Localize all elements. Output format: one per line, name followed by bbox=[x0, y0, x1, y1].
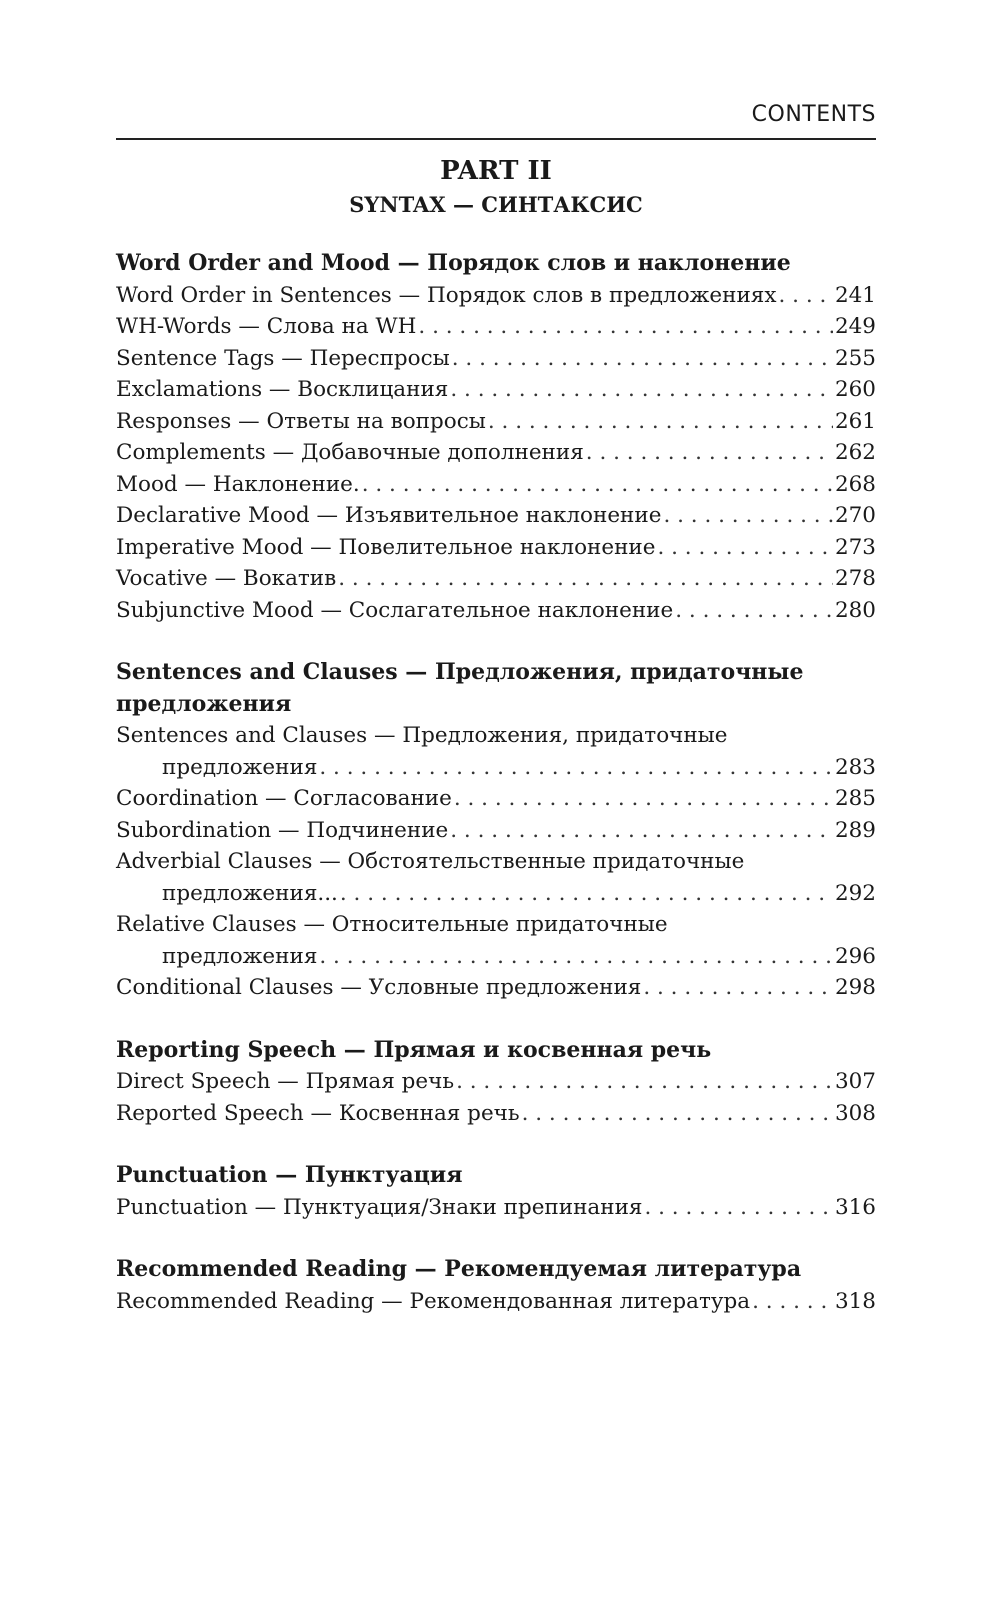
dot-leader bbox=[663, 500, 833, 532]
dot-leader bbox=[362, 469, 833, 501]
toc-section bbox=[116, 1254, 876, 1317]
page-number: 280 bbox=[834, 597, 876, 623]
toc-entry[interactable] bbox=[116, 1066, 876, 1098]
table-of-contents bbox=[116, 248, 876, 1348]
toc-entry[interactable] bbox=[116, 500, 876, 532]
page-number: 249 bbox=[834, 314, 876, 339]
dot-leader bbox=[675, 595, 833, 627]
entry-title: Sentences and Clauses — Предложения, придаточные bbox=[116, 723, 728, 748]
running-head: CONTENTS bbox=[751, 102, 876, 127]
toc-entry[interactable] bbox=[116, 1098, 876, 1130]
toc-section bbox=[116, 657, 876, 1004]
entry-title: Exclamations — Восклицания bbox=[116, 377, 449, 402]
dot-leader bbox=[586, 437, 833, 469]
page-number: 308 bbox=[834, 1100, 876, 1126]
header-rule bbox=[116, 138, 876, 140]
toc-entry[interactable] bbox=[116, 437, 876, 469]
section-title: Reporting Speech — Прямая и косвенная речь bbox=[116, 1036, 712, 1063]
dot-leader bbox=[643, 972, 833, 1004]
toc-entry[interactable] bbox=[116, 720, 876, 783]
section-title: Punctuation — Пунктуация bbox=[116, 1162, 463, 1188]
page-number: 307 bbox=[834, 1069, 876, 1094]
entry-title: Mood — Наклонение. bbox=[116, 471, 360, 497]
toc-entry[interactable] bbox=[116, 563, 876, 595]
toc-section bbox=[116, 1160, 876, 1223]
dot-leader bbox=[319, 941, 833, 973]
dot-leader bbox=[644, 1192, 832, 1224]
dot-leader bbox=[418, 311, 833, 343]
dot-leader bbox=[456, 1066, 833, 1098]
page-number: 298 bbox=[834, 975, 876, 1000]
toc-entry[interactable] bbox=[116, 972, 876, 1004]
toc-entry[interactable] bbox=[116, 532, 876, 564]
page-number: 285 bbox=[834, 786, 876, 811]
entry-title: Imperative Mood — Повелительное наклонение bbox=[116, 534, 656, 560]
part-subtitle: SYNTAX — СИНТАКСИС bbox=[349, 192, 643, 217]
dot-leader bbox=[657, 532, 832, 564]
entry-title-continuation: предложения... bbox=[162, 880, 338, 906]
entry-title: Sentence Tags — Переспросы bbox=[116, 345, 450, 371]
toc-entry[interactable] bbox=[116, 280, 876, 312]
dot-leader bbox=[752, 1286, 833, 1318]
entry-title: Subordination — Подчинение bbox=[116, 817, 449, 843]
toc-entry[interactable] bbox=[116, 1192, 876, 1224]
page-number: 278 bbox=[834, 566, 876, 591]
page-number: 318 bbox=[834, 1288, 876, 1314]
entry-title: Subjunctive Mood — Сослагательное наклонение bbox=[116, 597, 674, 623]
page-number: 268 bbox=[834, 471, 876, 497]
toc-entry[interactable] bbox=[116, 406, 876, 438]
page-number: 241 bbox=[834, 282, 876, 308]
dot-leader bbox=[450, 815, 833, 847]
toc-entry[interactable] bbox=[116, 374, 876, 406]
entry-title: Direct Speech — Прямая речь bbox=[116, 1069, 455, 1094]
toc-entry[interactable] bbox=[116, 1286, 876, 1318]
entry-title: Complements — Добавочные дополнения bbox=[116, 440, 584, 465]
page-number: 283 bbox=[834, 754, 876, 780]
entry-title-continuation: предложения bbox=[162, 943, 318, 969]
dot-leader bbox=[338, 563, 833, 595]
entry-title-continuation: предложения bbox=[162, 754, 318, 780]
entry-title: WH-Words — Слова на WH bbox=[116, 314, 417, 339]
dot-leader bbox=[450, 374, 833, 406]
entry-title: Punctuation — Пунктуация/Знаки препинания bbox=[116, 1194, 643, 1220]
dot-leader bbox=[454, 783, 833, 815]
section-title: Sentences and Clauses — Предложения, придаточные предложения bbox=[116, 659, 804, 717]
entry-title: Relative Clauses — Относительные придаточные bbox=[116, 912, 668, 937]
page-number: 273 bbox=[834, 534, 876, 560]
toc-section bbox=[116, 1035, 876, 1130]
entry-title: Word Order in Sentences — Порядок слов в предложениях bbox=[116, 282, 777, 308]
page-number: 255 bbox=[834, 345, 876, 371]
entry-title: Recommended Reading — Рекомендованная литература bbox=[116, 1288, 751, 1314]
toc-entry[interactable] bbox=[116, 815, 876, 847]
section-title: Word Order and Mood — Порядок слов и наклонение bbox=[116, 250, 791, 276]
entry-title: Vocative — Вокатив bbox=[116, 566, 337, 591]
entry-title: Responses — Ответы на вопросы bbox=[116, 408, 486, 434]
toc-entry[interactable] bbox=[116, 343, 876, 375]
dot-leader bbox=[319, 752, 833, 784]
section-title: Recommended Reading — Рекомендуемая литература bbox=[116, 1256, 802, 1282]
page-number: 262 bbox=[834, 440, 876, 465]
page-number: 296 bbox=[834, 943, 876, 969]
page-number: 261 bbox=[834, 408, 876, 434]
dot-leader bbox=[779, 280, 833, 312]
dot-leader bbox=[452, 343, 833, 375]
dot-leader bbox=[340, 878, 833, 910]
entry-title: Reported Speech — Косвенная речь bbox=[116, 1100, 520, 1126]
entry-title: Adverbial Clauses — Обстоятельственные придаточные bbox=[116, 849, 745, 874]
toc-entry[interactable] bbox=[116, 595, 876, 627]
entry-title: Conditional Clauses — Условные предложения bbox=[116, 975, 642, 1000]
part-title: PART II bbox=[440, 156, 552, 186]
toc-entry[interactable] bbox=[116, 311, 876, 343]
dot-leader bbox=[488, 406, 833, 438]
dot-leader bbox=[522, 1098, 833, 1130]
entry-title: Declarative Mood — Изъявительное наклонение bbox=[116, 503, 662, 528]
entry-title: Coordination — Согласование bbox=[116, 786, 452, 811]
page-number: 292 bbox=[834, 880, 876, 906]
page-number: 260 bbox=[834, 377, 876, 402]
page-number: 289 bbox=[834, 817, 876, 843]
toc-entry[interactable] bbox=[116, 909, 876, 972]
page-number: 316 bbox=[834, 1194, 876, 1220]
toc-entry[interactable] bbox=[116, 783, 876, 815]
toc-section bbox=[116, 248, 876, 626]
page-number: 270 bbox=[834, 503, 876, 528]
toc-entry[interactable] bbox=[116, 846, 876, 909]
toc-entry[interactable] bbox=[116, 469, 876, 501]
